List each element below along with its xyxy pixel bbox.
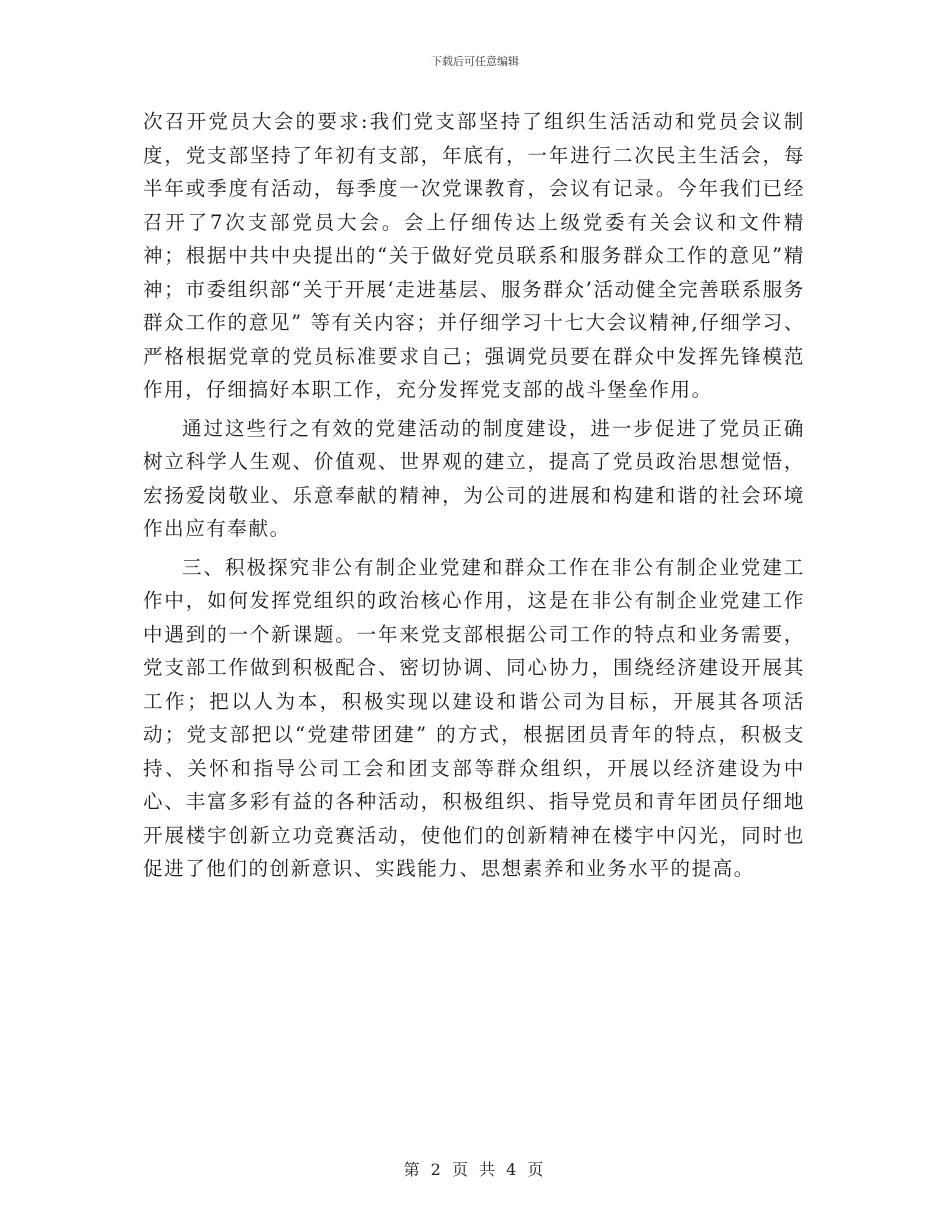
document-body <box>143 105 805 891</box>
page-header: 下载后可任意编辑 <box>431 55 519 68</box>
page-number: 第 2 页 共 4 页 <box>403 1160 547 1179</box>
paragraph-party-building-results: 通过这些行之有效的党建活动的制度建设，进一步促进了党员正确树立科学人生观、价值观、世界观的建立，提高了党员政治思想觉悟，宏扬爱岗敬业、乐意奉献的精神，为公司的进展和构建和谐的社会环境作出应有奉献。 <box>143 416 805 540</box>
paragraph-section-three: 三、积极探究非公有制企业党建和群众工作在非公有制企业党建工作中，如何发挥党组织的政治核心作用，这是在非公有制企业党建工作中遇到的一个新课题。一年来党支部根据公司工作的特点和业务需要，党支部工作做到积极配合、密切协调、同心协力，围绕经济建设开展其工作；把以人为本，积极实现以建设和谐公司为目标，开展其各项活动；党支部把以“党建带团建” 的方式，根据团员青年的特点，积极支持、关怀和指导公司工会和团支部等群众组织，开展以经济建设为中心、丰富多彩有益的各种活动，积极组织、指导党员和青年团员仔细地开展楼宇创新立功竞赛活动，使他们的创新精神在楼宇中闪光，同时也促进了他们的创新意识、实践能力、思想素养和业务水平的提高。 <box>143 555 805 880</box>
paragraph-continuation: 次召开党员大会的要求:我们党支部坚持了组织生活活动和党员会议制度，党支部坚持了年初有支部，年底有，一年进行二次民主生活会，每半年或季度有活动，每季度一次党课教育，会议有记录。今年我们已经召开了7次支部党员大会。会上仔细传达上级党委有关会议和文件精神；根据中共中央提出的“关于做好党员联系和服务群众工作的意见”精神；市委组织部“关于开展‘走进基层、服务群众’活动健全完善联系服务群众工作的意见” 等有关内容；并仔细学习十七大会议精神,仔细学习、严格根据党章的党员标准要求自己；强调党员要在群众中发挥先锋模范作用，仔细搞好本职工作，充分发挥党支部的战斗堡垒作用。 <box>143 110 805 401</box>
